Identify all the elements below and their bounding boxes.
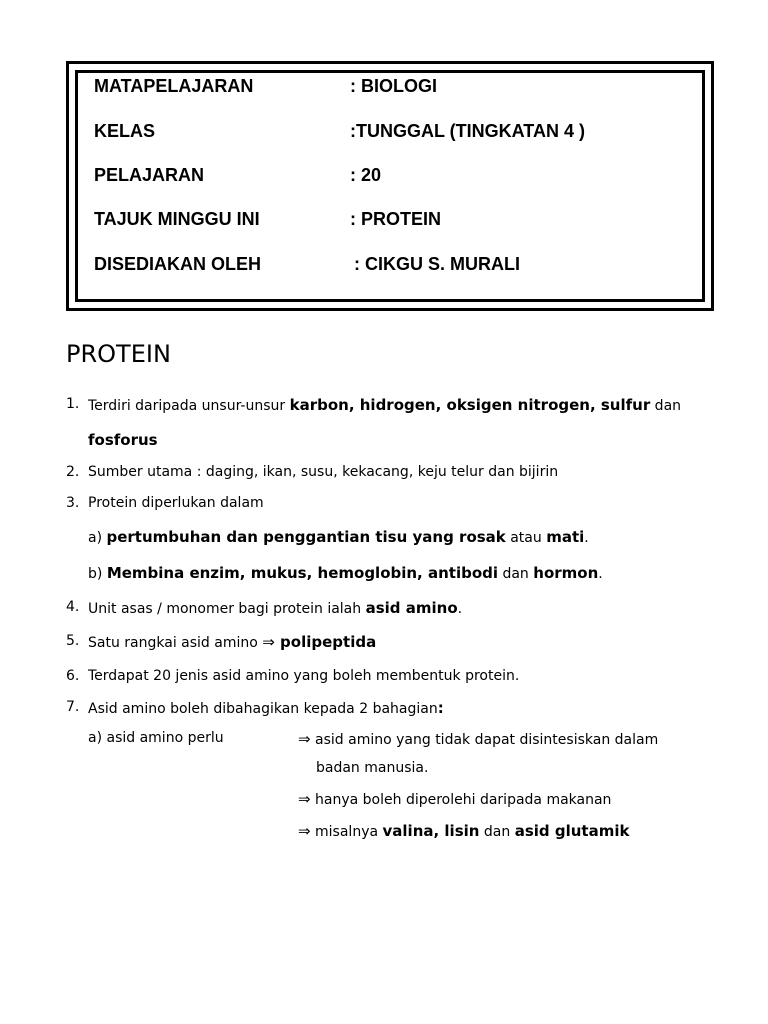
header-key: KELAS [94, 121, 156, 141]
header-key: TAJUK MINGGU INI [94, 209, 260, 229]
header-key: DISEDIAKAN OLEH [94, 254, 262, 274]
bold-text: mati [546, 528, 585, 546]
item-text: Sumber utama : daging, ikan, susu, kekacang, keju telur dan bijirin [88, 464, 559, 480]
text: . [457, 601, 463, 617]
header-value: : 20 [350, 165, 382, 185]
item-number: 7. [66, 699, 80, 715]
text: . [584, 530, 589, 546]
implies-arrow-icon: ⇒ [298, 822, 311, 840]
bold-text: karbon, hidrogen, oksigen nitrogen, sulfur [289, 396, 651, 414]
bold-text: : [437, 699, 444, 717]
implies-arrow-icon: ⇒ [298, 730, 311, 748]
list-item-7a-point-2 [298, 790, 611, 808]
bold-text: Membina enzim, mukus, hemoglobin, antibodi [106, 564, 499, 582]
text: Satu rangkai asid amino [88, 635, 263, 651]
bold-text: polipeptida [274, 633, 377, 651]
header-value: :TUNGGAL (TINGKATAN 4 ) [350, 121, 585, 141]
header-value: : PROTEIN [350, 209, 442, 229]
text: asid amino yang tidak dapat disintesiskan dalam [310, 732, 659, 748]
text: Unit asas / monomer bagi protein ialah [88, 601, 366, 617]
text: misalnya [310, 824, 383, 840]
item-text [88, 633, 376, 651]
list-item-7a-point-1-continued [316, 760, 428, 776]
list-item-7a-point-3 [298, 822, 629, 840]
bold-text: fosforus [88, 431, 158, 449]
text: dan [650, 398, 682, 414]
text: dan [479, 824, 515, 840]
text: Asid amino boleh dibahagikan kepada 2 bahagian [88, 701, 438, 717]
item-number: 3. [66, 495, 80, 511]
item-text [88, 396, 681, 414]
implies-arrow-icon: ⇒ [262, 633, 275, 651]
page-title: PROTEIN [66, 340, 171, 368]
text: Terdiri daripada unsur-unsur [88, 398, 290, 414]
bold-text: valina, lisin [382, 822, 480, 840]
text: dan [498, 566, 534, 582]
header-key: PELAJARAN [94, 165, 205, 185]
list-item-3a [88, 528, 589, 546]
bold-text: asid amino [365, 599, 458, 617]
item-number: 2. [66, 464, 80, 480]
list-item-3b [88, 564, 603, 582]
header-value: : BIOLOGI [350, 76, 437, 96]
header-key: MATAPELAJARAN [94, 76, 254, 96]
sub-label: a) asid amino perlu [88, 730, 224, 746]
bold-text: pertumbuhan dan penggantian tisu yang rosak [106, 528, 506, 546]
text: badan manusia. [316, 760, 429, 776]
list-item-7a-label [88, 730, 224, 746]
header-value: : CIKGU S. MURALI [354, 254, 520, 274]
text: atau [505, 530, 547, 546]
item-text [88, 599, 462, 617]
item-number: 1. [66, 396, 80, 412]
item-text: Protein diperlukan dalam [88, 495, 264, 511]
item-number: 6. [66, 668, 80, 684]
item-text [88, 699, 444, 717]
list-item-7a-point-1 [298, 730, 658, 748]
sub-label: a) [88, 530, 103, 546]
item-number: 4. [66, 599, 80, 615]
bold-text: hormon [533, 564, 599, 582]
header-box-inner [75, 70, 705, 302]
text: . [598, 566, 603, 582]
implies-arrow-icon: ⇒ [298, 790, 311, 808]
item-text: Terdapat 20 jenis asid amino yang boleh membentuk protein. [88, 668, 520, 684]
text: hanya boleh diperolehi daripada makanan [310, 792, 612, 808]
item-number: 5. [66, 633, 80, 649]
sub-label: b) [88, 566, 103, 582]
bold-text: asid glutamik [514, 822, 630, 840]
list-item-1-continued [88, 431, 158, 449]
header-box [66, 61, 714, 311]
